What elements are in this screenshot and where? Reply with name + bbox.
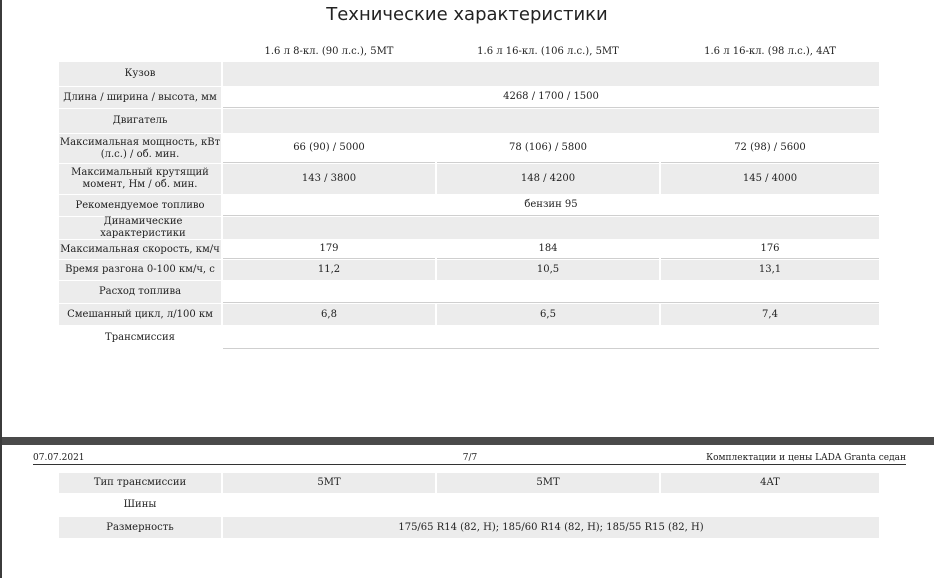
row-label: Шины bbox=[59, 494, 221, 516]
footer-date: 07.07.2021 bbox=[33, 453, 85, 463]
row-label: Расход топлива bbox=[59, 281, 221, 303]
row-label: Двигатель bbox=[59, 109, 221, 133]
section-row-consumption bbox=[59, 281, 879, 303]
row-label: Кузов bbox=[59, 62, 221, 86]
section-row-transmission bbox=[59, 326, 879, 349]
viewer-left-border bbox=[0, 0, 2, 578]
row-value-span bbox=[223, 217, 879, 239]
row-value-3: 145 / 4000 bbox=[661, 164, 879, 194]
section-row-tyres bbox=[59, 494, 879, 516]
section-row-dynamics bbox=[59, 217, 879, 239]
table-row-max-speed bbox=[59, 240, 879, 259]
row-value-1: 66 (90) / 5000 bbox=[223, 134, 435, 163]
row-label: Время разгона 0-100 км/ч, с bbox=[59, 260, 221, 280]
column-header-3: 1.6 л 16-кл. (98 л.с.), 4AT bbox=[704, 46, 836, 57]
column-header-1: 1.6 л 8-кл. (90 л.с.), 5MT bbox=[264, 46, 394, 57]
column-header-2: 1.6 л 16-кл. (106 л.с.), 5MT bbox=[477, 46, 619, 57]
row-value-2: 10,5 bbox=[437, 260, 659, 280]
row-value-2: 184 bbox=[437, 240, 659, 259]
row-value-1: 179 bbox=[223, 240, 435, 259]
table-row-tyre-size bbox=[59, 517, 879, 538]
row-label: Динамические характеристики bbox=[59, 217, 221, 239]
table-row-dimensions bbox=[59, 87, 879, 108]
table-row-torque bbox=[59, 164, 879, 194]
row-value-1: 11,2 bbox=[223, 260, 435, 280]
row-value-span bbox=[223, 494, 879, 516]
row-label: Длина / ширина / высота, мм bbox=[59, 87, 221, 108]
document-page-7-continued bbox=[0, 445, 934, 578]
row-value-span: 4268 / 1700 / 1500 bbox=[223, 87, 879, 108]
row-value-2: 5MT bbox=[437, 473, 659, 493]
row-value-span: бензин 95 bbox=[223, 195, 879, 216]
row-value-3: 7,4 bbox=[661, 304, 879, 325]
row-label: Тип трансмиссии bbox=[59, 473, 221, 493]
row-value-2: 148 / 4200 bbox=[437, 164, 659, 194]
row-value-2: 6,5 bbox=[437, 304, 659, 325]
row-value-span bbox=[223, 281, 879, 303]
row-value-3: 4AT bbox=[661, 473, 879, 493]
row-value-span bbox=[223, 109, 879, 133]
table-row-power bbox=[59, 134, 879, 163]
row-value-3: 72 (98) / 5600 bbox=[661, 134, 879, 163]
row-value-3: 13,1 bbox=[661, 260, 879, 280]
table-row-combined-cycle bbox=[59, 304, 879, 325]
row-label: Максимальная скорость, км/ч bbox=[59, 240, 221, 259]
table-row-fuel bbox=[59, 195, 879, 216]
row-value-3: 176 bbox=[661, 240, 879, 259]
footer-page-number: 7/7 bbox=[462, 453, 478, 463]
footer-doc-title: Комплектации и цены LADA Granta седан bbox=[706, 453, 906, 463]
row-value-1: 143 / 3800 bbox=[223, 164, 435, 194]
footer-divider bbox=[33, 464, 906, 465]
row-value-span bbox=[223, 62, 879, 86]
section-row-engine bbox=[59, 109, 879, 133]
page-separator bbox=[0, 437, 934, 445]
table-row-transmission-type bbox=[59, 473, 879, 493]
page-title: Технические характеристики bbox=[326, 4, 608, 25]
row-label: Максимальная мощность, кВт (л.с.) / об. мин. bbox=[59, 134, 221, 163]
row-label: Максимальный крутящий момент, Нм / об. мин. bbox=[59, 164, 221, 194]
row-label: Размерность bbox=[59, 517, 221, 538]
row-value-1: 6,8 bbox=[223, 304, 435, 325]
row-value-2: 78 (106) / 5800 bbox=[437, 134, 659, 163]
row-label: Смешанный цикл, л/100 км bbox=[59, 304, 221, 325]
table-row-acceleration bbox=[59, 260, 879, 280]
row-label: Трансмиссия bbox=[59, 326, 221, 349]
row-value-1: 5MT bbox=[223, 473, 435, 493]
row-value-span bbox=[223, 326, 879, 349]
section-row-body bbox=[59, 62, 879, 86]
row-label: Рекомендуемое топливо bbox=[59, 195, 221, 216]
row-value-span: 175/65 R14 (82, H); 185/60 R14 (82, H); 185/55 R15 (82, H) bbox=[223, 517, 879, 538]
